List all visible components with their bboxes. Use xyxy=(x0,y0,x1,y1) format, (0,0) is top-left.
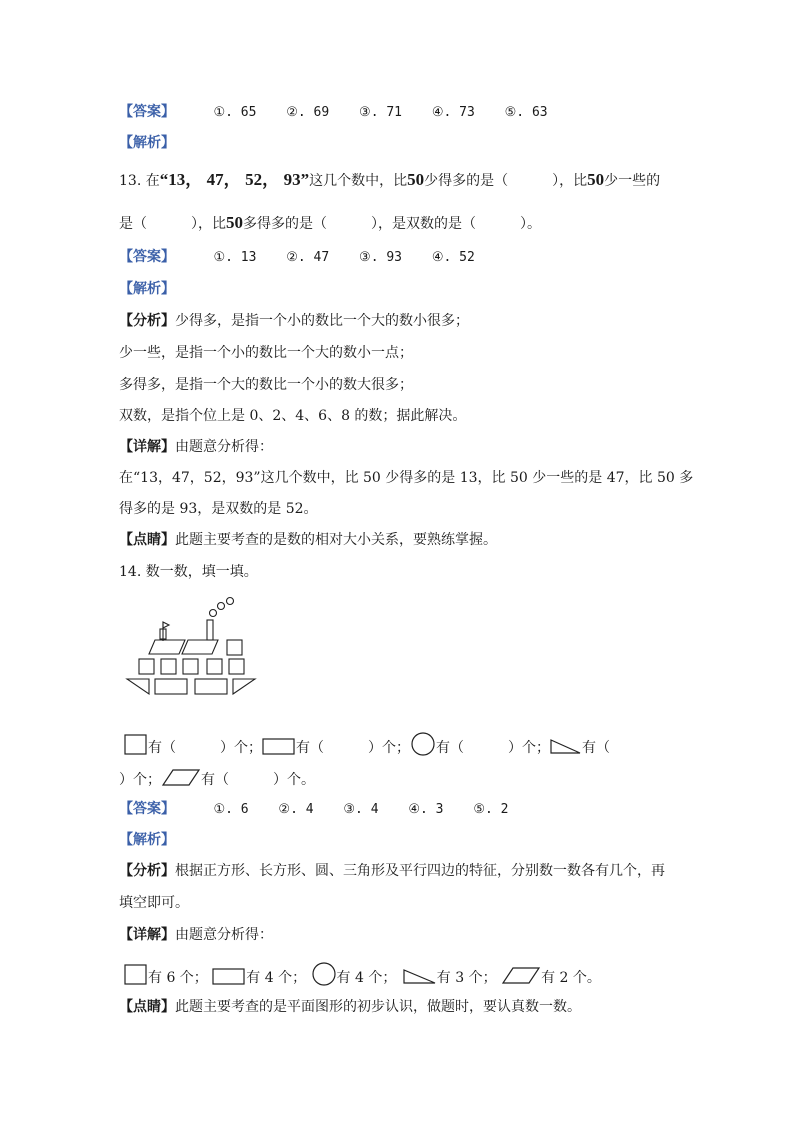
q14-answer-line xyxy=(119,799,530,820)
fenxi-label: 【分析】 xyxy=(119,863,175,879)
q14-xiangjie xyxy=(119,925,273,945)
answer-label: 【答案】 xyxy=(119,249,175,265)
q13-text: 这几个数中，比 xyxy=(309,173,408,189)
answer-item: ⑤. 2 xyxy=(473,802,509,817)
q13-xiangjie xyxy=(119,437,273,457)
xiangjie-text: 由题意分析得： xyxy=(175,927,273,943)
q13-fenxi xyxy=(119,311,469,331)
dianjing-label: 【点睛】 xyxy=(119,532,175,548)
fenxi-text: 少得多，是指一个小的数比一个大的数小很多； xyxy=(175,313,469,329)
boat-figure xyxy=(125,596,260,701)
fill-text: 有（ xyxy=(436,740,464,756)
number-50: 50 xyxy=(226,213,243,232)
q13-prefix: 13. 在 xyxy=(119,173,160,189)
parallelogram-icon xyxy=(161,768,201,788)
q13-line: 多得多，是指一个大的数比一个小的数大很多； xyxy=(119,377,413,393)
answer-item: ③. 4 xyxy=(343,802,379,817)
circle-icon xyxy=(311,962,337,986)
q14-dianjing xyxy=(119,997,581,1017)
q12-answers xyxy=(213,103,569,123)
analysis-label: 【解析】 xyxy=(119,281,175,297)
fill-text: 有（ xyxy=(201,772,229,788)
fill-text: ）个； xyxy=(220,740,262,756)
answer-item: ②. 4 xyxy=(278,802,314,817)
answer-label: 【答案】 xyxy=(119,801,175,817)
q14-title: 14. 数一数，填一填。 xyxy=(119,564,258,580)
result-text: 有 4 个； xyxy=(336,970,397,986)
answer-item: ②. 69 xyxy=(286,105,330,120)
answer-item: ⑤. 63 xyxy=(504,105,548,120)
answer-item: ①. 13 xyxy=(213,250,257,265)
q13-question-line1 xyxy=(119,170,660,191)
number-50: 50 xyxy=(407,170,425,189)
q13-analysis-label xyxy=(119,279,175,299)
answer-item: ③. 93 xyxy=(359,250,403,265)
q13-answer-line xyxy=(119,247,497,268)
q14-line: 填空即可。 xyxy=(119,895,189,911)
q14-fill-line2 xyxy=(119,768,315,790)
xiangjie-label: 【详解】 xyxy=(119,927,175,943)
q13-line: 少一些，是指一个小的数比一个大的数小一点； xyxy=(119,345,413,361)
triangle-icon xyxy=(550,738,582,756)
answer-label: 【答案】 xyxy=(119,104,175,120)
sep: ， xyxy=(223,170,241,189)
q14-answers xyxy=(213,800,530,820)
fill-text: ）个； xyxy=(119,772,161,788)
number-13: 13 xyxy=(168,170,186,189)
q12-answer-line xyxy=(119,102,570,123)
quote-close: ” xyxy=(300,170,310,189)
fill-text: ）个； xyxy=(508,740,550,756)
q13-line: 得多的是 93，是双数的是 52。 xyxy=(119,501,318,517)
q12-analysis-label xyxy=(119,133,175,153)
q14-fill-line1 xyxy=(124,732,610,758)
answer-item: ④. 52 xyxy=(431,250,475,265)
q14-result-line xyxy=(124,962,601,988)
answer-item: ②. 47 xyxy=(286,250,330,265)
result-text: 有 4 个； xyxy=(246,970,307,986)
q14-analysis-label xyxy=(119,830,175,850)
answer-item: ④. 3 xyxy=(408,802,444,817)
analysis-label: 【解析】 xyxy=(119,135,175,151)
fill-text: 有（ xyxy=(148,740,176,756)
answer-item: ①. 6 xyxy=(213,802,249,817)
q13-text: 少一些的 xyxy=(604,173,661,189)
fill-text: 有（ xyxy=(582,740,610,756)
number-47: 47 xyxy=(206,170,224,189)
q13-text: ），比 xyxy=(552,173,588,189)
result-text: 有 6 个； xyxy=(148,970,208,986)
rectangle-icon xyxy=(212,966,246,986)
dianjing-text: 此题主要考查的是平面图形的初步认识，做题时，要认真数一数。 xyxy=(175,999,581,1015)
xiangjie-label: 【详解】 xyxy=(119,439,175,455)
sep: ， xyxy=(185,170,203,189)
q13-line: 双数，是指个位上是 0、2、4、6、8 的数；据此解决。 xyxy=(119,408,467,424)
q13-text: ），是双数的是（ xyxy=(371,216,476,232)
triangle-icon xyxy=(401,968,437,986)
fill-text: ）个； xyxy=(368,740,410,756)
answer-item: ③. 71 xyxy=(359,105,403,120)
analysis-label: 【解析】 xyxy=(119,832,175,848)
sep: ， xyxy=(262,170,280,189)
quote-open: “ xyxy=(159,170,169,189)
rectangle-icon xyxy=(262,736,296,756)
dianjing-text: 此题主要考查的是数的相对大小关系，要熟练掌握。 xyxy=(175,532,497,548)
fill-text: ）个。 xyxy=(273,772,315,788)
q13-line: 在“13，47，52，93”这几个数中，比 50 少得多的是 13，比 50 少一些的是 47，比 50 多 xyxy=(119,470,694,486)
number-50: 50 xyxy=(587,170,605,189)
dianjing-label: 【点睛】 xyxy=(119,999,175,1015)
square-icon xyxy=(124,734,148,756)
fenxi-text: 根据正方形、长方形、圆、三角形及平行四边的特征，分别数一数各有几个，再 xyxy=(175,863,665,879)
q13-text: 少得多的是（ xyxy=(424,173,509,189)
square-icon xyxy=(124,964,148,986)
answer-item: ④. 73 xyxy=(431,105,475,120)
result-text: 有 3 个； xyxy=(436,970,497,986)
xiangjie-text: 由题意分析得： xyxy=(175,439,273,455)
result-text: 有 2 个。 xyxy=(541,970,601,986)
q13-text: ）。 xyxy=(520,216,541,232)
fill-text: 有（ xyxy=(296,740,324,756)
q13-answers xyxy=(213,248,496,268)
q13-question-line2 xyxy=(119,213,541,234)
q13-text: ），比 xyxy=(191,216,226,232)
circle-icon xyxy=(410,732,436,756)
number-52: 52 xyxy=(245,170,263,189)
number-93: 93 xyxy=(283,170,301,189)
q13-dianjing xyxy=(119,530,497,550)
fenxi-label: 【分析】 xyxy=(119,313,175,329)
q13-text: 多得多的是（ xyxy=(243,216,327,232)
answer-item: ①. 65 xyxy=(213,105,257,120)
parallelogram-icon xyxy=(501,966,541,986)
q13-text: 是（ xyxy=(119,216,147,232)
q14-fenxi xyxy=(119,861,665,881)
